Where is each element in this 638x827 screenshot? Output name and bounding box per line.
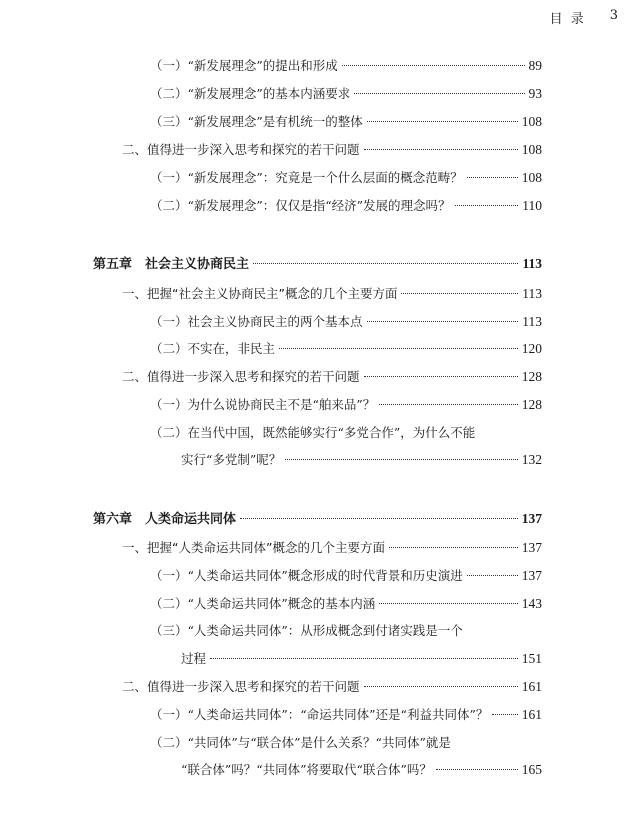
- leader-dots: [492, 714, 517, 715]
- leader-dots: [367, 121, 518, 122]
- leader-dots: [389, 547, 518, 548]
- toc-entry[interactable]: （一）“人类命运共同体”：“命运共同体”还是“利益共同体”？ 161: [150, 707, 542, 722]
- leader-dots: [342, 65, 525, 66]
- toc-entry-first-line[interactable]: （三）“人类命运共同体”：从形成概念到付诸实践是一个: [150, 623, 463, 638]
- toc-entry[interactable]: （二）“人类命运共同体”概念的基本内涵 143: [150, 596, 542, 611]
- toc-entry[interactable]: （一）“新发展理念”的提出和形成 89: [150, 58, 542, 73]
- toc-entry[interactable]: （一）为什么说协商民主不是“舶来品”？ 128: [150, 397, 542, 412]
- toc-section[interactable]: 二、值得进一步深入思考和探究的若干问题 161: [122, 679, 542, 694]
- leader-dots: [364, 376, 518, 377]
- toc-entry[interactable]: （一）“新发展理念”：究竟是一个什么层面的概念范畴？ 108: [150, 170, 542, 185]
- leader-dots: [401, 293, 518, 294]
- leader-dots: [467, 575, 518, 576]
- toc-entry[interactable]: （一）社会主义协商民主的两个基本点 113: [150, 314, 542, 329]
- toc-entry-first-line[interactable]: （二）“共同体”与“联合体”是什么关系？“共同体”就是: [150, 735, 451, 750]
- leader-dots: [455, 205, 519, 206]
- page-header: [550, 8, 620, 27]
- leader-dots: [379, 404, 517, 405]
- header-page-number: 3: [609, 8, 620, 23]
- toc-entry-continuation[interactable]: “联合体”吗？“共同体”将要取代“联合体”吗？ 165: [181, 762, 542, 777]
- toc-entry[interactable]: （二）“新发展理念”的基本内涵要求 93: [150, 86, 542, 101]
- toc-entry[interactable]: （一）“人类命运共同体”概念形成的时代背景和历史演进 137: [150, 568, 542, 583]
- leader-dots: [379, 603, 517, 604]
- header-title: 目 录: [549, 12, 586, 27]
- leader-dots: [279, 348, 518, 349]
- toc-chapter[interactable]: 第六章 人类命运共同体 137: [93, 511, 542, 527]
- leader-dots: [364, 149, 518, 150]
- leader-dots: [210, 658, 518, 659]
- leader-dots: [364, 686, 518, 687]
- toc-entry-first-line[interactable]: （二）在当代中国，既然能够实行“多党合作”，为什么不能: [150, 425, 476, 440]
- leader-dots: [240, 518, 518, 519]
- toc-entry-continuation[interactable]: 实行“多党制”呢？ 132: [181, 452, 542, 467]
- toc-section[interactable]: 二、值得进一步深入思考和探究的若干问题 108: [122, 142, 542, 157]
- toc-entry[interactable]: （三）“新发展理念”是有机统一的整体 108: [150, 114, 542, 129]
- toc-entry-continuation[interactable]: 过程 151: [181, 651, 542, 666]
- toc-entry[interactable]: （二）“新发展理念”：仅仅是指“经济”发展的理念吗？ 110: [150, 198, 542, 213]
- toc-section[interactable]: 一、把握“人类命运共同体”概念的几个主要方面 137: [122, 540, 542, 555]
- leader-dots: [467, 177, 518, 178]
- toc-entry[interactable]: （二）不实在，非民主 120: [150, 341, 542, 356]
- leader-dots: [285, 459, 517, 460]
- leader-dots: [367, 321, 519, 322]
- leader-dots: [436, 769, 518, 770]
- toc-chapter[interactable]: 第五章 社会主义协商民主 113: [93, 256, 542, 272]
- leader-dots: [253, 263, 518, 264]
- toc-section[interactable]: 二、值得进一步深入思考和探究的若干问题 128: [122, 369, 542, 384]
- toc-section[interactable]: 一、把握“社会主义协商民主”概念的几个主要方面 113: [122, 286, 542, 301]
- leader-dots: [354, 93, 524, 94]
